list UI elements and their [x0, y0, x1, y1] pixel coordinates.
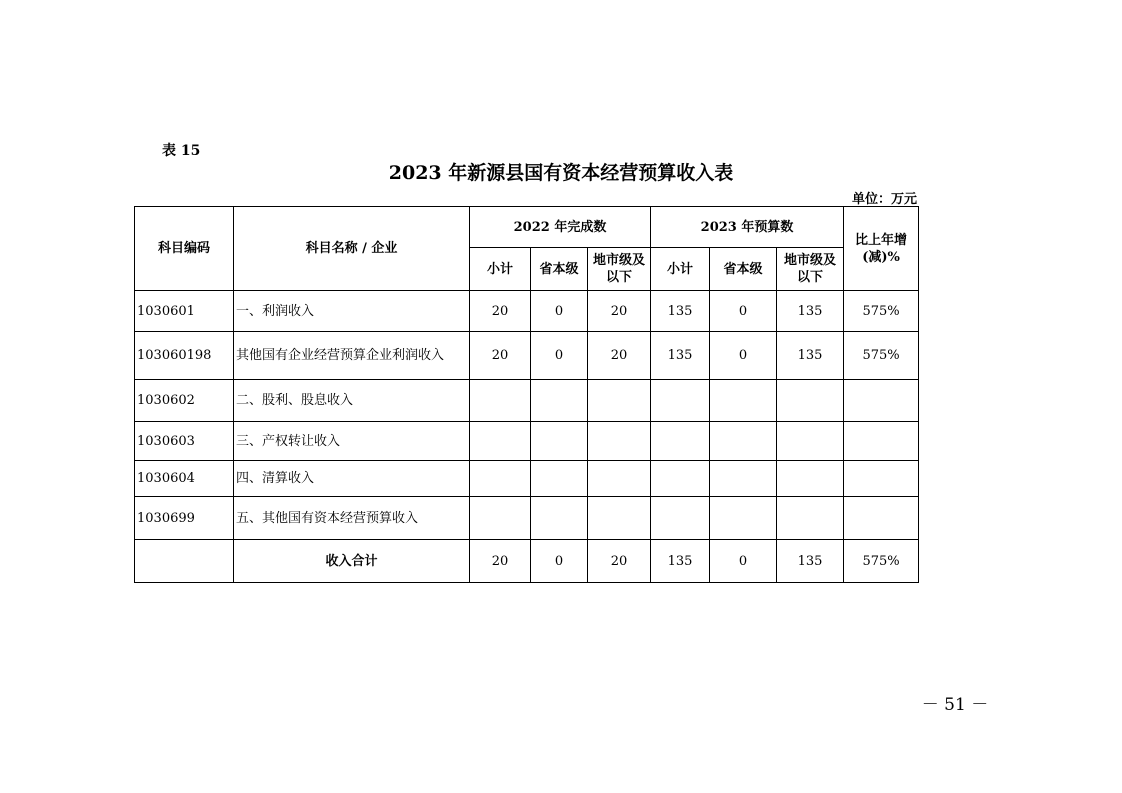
total-2022-subtotal: 20 — [470, 540, 531, 583]
cell-2022-local — [588, 422, 651, 461]
cell-2023-provincial: 0 — [710, 332, 777, 380]
cell-2023-provincial — [710, 497, 777, 540]
row-name: 其他国有企业经营预算企业利润收入 — [234, 332, 470, 380]
row-code: 1030602 — [135, 380, 234, 422]
header-code: 科目编码 — [135, 207, 234, 291]
cell-2022-local — [588, 380, 651, 422]
cell-2022-subtotal — [470, 380, 531, 422]
cell-2022-provincial: 0 — [531, 291, 588, 332]
cell-2023-subtotal — [651, 497, 710, 540]
cell-2022-local: 20 — [588, 291, 651, 332]
row-name: 四、清算收入 — [234, 461, 470, 497]
cell-2023-local — [777, 380, 844, 422]
row-code: 1030603 — [135, 422, 234, 461]
row-code: 1030601 — [135, 291, 234, 332]
cell-2023-provincial: 0 — [710, 291, 777, 332]
header-2022-local: 地市级及以下 — [588, 248, 651, 291]
cell-change: 575% — [844, 332, 919, 380]
header-change: 比上年增(减)% — [844, 207, 919, 291]
header-2023-group: 2023 年预算数 — [651, 207, 844, 248]
page-number: － 51 － — [921, 695, 989, 715]
cell-2022-provincial: 0 — [531, 332, 588, 380]
cell-2022-subtotal: 20 — [470, 291, 531, 332]
table-row — [135, 380, 919, 422]
total-2022-local: 20 — [588, 540, 651, 583]
table-row — [135, 291, 919, 332]
page-title: 2023 年新源县国有资本经营预算收入表 — [388, 162, 734, 184]
cell-change — [844, 497, 919, 540]
cell-2022-subtotal: 20 — [470, 332, 531, 380]
cell-2022-provincial — [531, 461, 588, 497]
cell-2023-local — [777, 422, 844, 461]
total-2022-provincial: 0 — [531, 540, 588, 583]
header-2022-subtotal: 小计 — [470, 248, 531, 291]
table-row — [135, 422, 919, 461]
cell-2023-subtotal — [651, 380, 710, 422]
total-2023-local: 135 — [777, 540, 844, 583]
total-2023-subtotal: 135 — [651, 540, 710, 583]
cell-2023-provincial — [710, 422, 777, 461]
table-row — [135, 332, 919, 380]
table-number: 表 15 — [162, 143, 201, 159]
header-2022-group: 2022 年完成数 — [470, 207, 651, 248]
row-name: 一、利润收入 — [234, 291, 470, 332]
table-total-row — [135, 540, 919, 583]
total-2023-provincial: 0 — [710, 540, 777, 583]
header-2022-provincial: 省本级 — [531, 248, 588, 291]
cell-2022-provincial — [531, 422, 588, 461]
cell-change — [844, 461, 919, 497]
header-2023-provincial: 省本级 — [710, 248, 777, 291]
header-2023-subtotal: 小计 — [651, 248, 710, 291]
total-label: 收入合计 — [234, 540, 470, 583]
cell-2022-subtotal — [470, 461, 531, 497]
header-name: 科目名称 / 企业 — [234, 207, 470, 291]
row-name: 二、股利、股息收入 — [234, 380, 470, 422]
cell-2023-local — [777, 497, 844, 540]
table-row — [135, 497, 919, 540]
cell-change — [844, 422, 919, 461]
cell-2022-provincial — [531, 497, 588, 540]
unit-label: 单位：万元 — [851, 192, 917, 207]
revenue-table — [134, 206, 919, 583]
cell-2022-subtotal — [470, 497, 531, 540]
cell-2022-local — [588, 461, 651, 497]
row-name: 三、产权转让收入 — [234, 422, 470, 461]
cell-2022-local — [588, 497, 651, 540]
row-code: 1030604 — [135, 461, 234, 497]
total-code-cell — [135, 540, 234, 583]
cell-2022-local: 20 — [588, 332, 651, 380]
total-change: 575% — [844, 540, 919, 583]
cell-2022-provincial — [531, 380, 588, 422]
cell-2023-local: 135 — [777, 332, 844, 380]
cell-2022-subtotal — [470, 422, 531, 461]
row-name: 五、其他国有资本经营预算收入 — [234, 497, 470, 540]
cell-2023-provincial — [710, 380, 777, 422]
cell-2023-subtotal — [651, 461, 710, 497]
cell-2023-local — [777, 461, 844, 497]
cell-2023-subtotal: 135 — [651, 291, 710, 332]
cell-2023-subtotal — [651, 422, 710, 461]
cell-2023-local: 135 — [777, 291, 844, 332]
table-row — [135, 461, 919, 497]
row-code: 1030699 — [135, 497, 234, 540]
cell-2023-provincial — [710, 461, 777, 497]
header-2023-local: 地市级及以下 — [777, 248, 844, 291]
row-code: 103060198 — [135, 332, 234, 380]
cell-change — [844, 380, 919, 422]
cell-change: 575% — [844, 291, 919, 332]
cell-2023-subtotal: 135 — [651, 332, 710, 380]
